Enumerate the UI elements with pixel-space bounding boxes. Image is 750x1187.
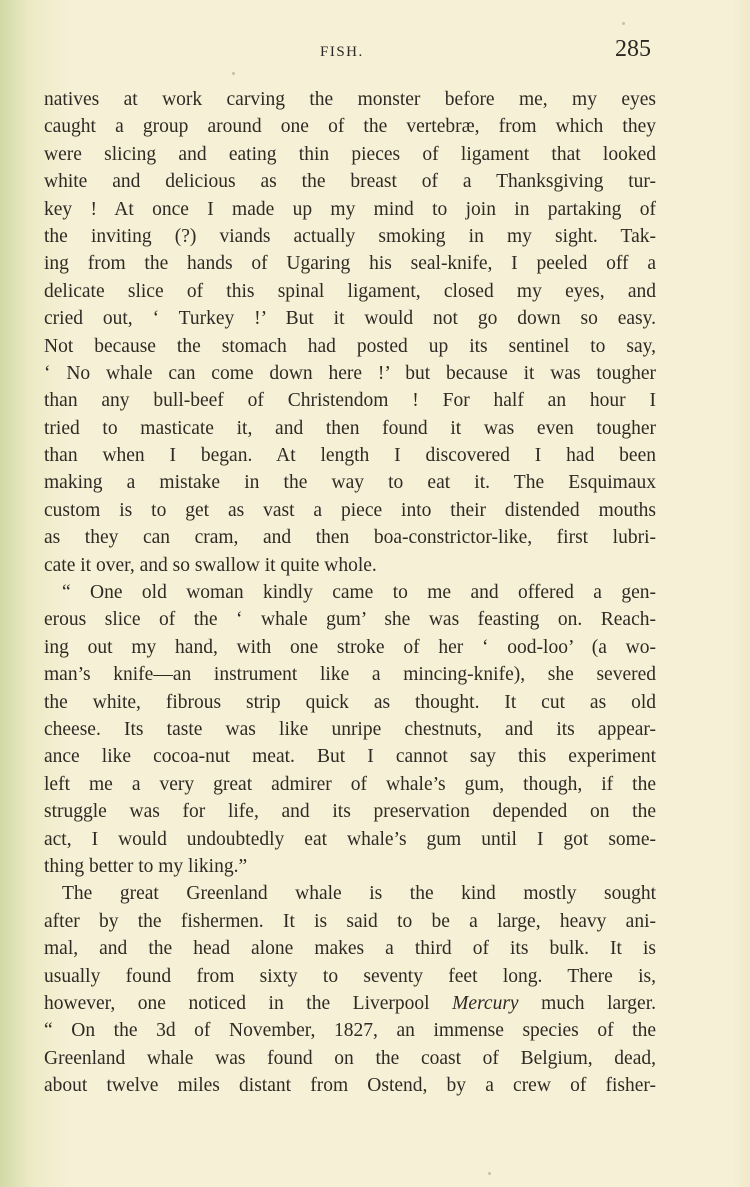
text-line: ‘ No whale can come down here !’ but because it was tougher	[44, 362, 656, 384]
text-line: cheese. Its taste was like unripe chestnuts, and its appear-	[44, 718, 656, 740]
paper-speck	[488, 1172, 491, 1175]
text-line: white and delicious as the breast of a Thanksgiving tur-	[44, 171, 656, 193]
text-segment: however, one noticed in the Liverpool	[44, 992, 453, 1014]
text-line: mal, and the head alone makes a third of its bulk. It is	[44, 938, 656, 960]
text-line: caught a group around one of the vertebræ, from which they	[44, 116, 656, 138]
text-line: erous slice of the ‘ whale gum’ she was feasting on. Reach-	[44, 609, 656, 631]
text-line: “ One old woman kindly came to me and offered a gen-	[62, 582, 656, 604]
body-text	[44, 86, 656, 1099]
text-line: natives at work carving the monster before me, my eyes	[44, 89, 656, 110]
text-line: struggle was for life, and its preservation depended on the	[44, 801, 656, 823]
text-line: left me a very great admirer of whale’s gum, though, if the	[44, 773, 656, 795]
text-line: man’s knife—an instrument like a mincing-knife), she severed	[44, 664, 656, 686]
running-head: FISH.	[320, 44, 364, 60]
text-line: about twelve miles distant from Ostend, by a crew of fisher-	[44, 1075, 656, 1097]
text-line: delicate slice of this spinal ligament, closed my eyes, and	[44, 280, 656, 302]
text-line: “ On the 3d of November, 1827, an immense species of the	[44, 1020, 656, 1042]
text-line: custom is to get as vast a piece into their distended mouths	[44, 499, 656, 521]
text-line: key ! At once I made up my mind to join in partaking of	[44, 198, 656, 220]
text-line: making a mistake in the way to eat it. The Esquimaux	[44, 472, 656, 494]
text-line: the white, fibrous strip quick as thought. It cut as old	[44, 691, 656, 713]
text-line: tried to masticate it, and then found it was even tougher	[44, 417, 656, 439]
text-line: The great Greenland whale is the kind mostly sought	[62, 883, 656, 905]
text-line: thing better to my liking.”	[44, 855, 248, 877]
text-line: cate it over, and so swallow it quite whole.	[44, 554, 377, 576]
text-line: than when I began. At length I discovered I had been	[44, 445, 656, 467]
text-line: usually found from sixty to seventy feet long. There is,	[44, 965, 656, 987]
text-segment: much larger.	[518, 992, 656, 1014]
paper-speck	[622, 22, 625, 25]
text-line: act, I would undoubtedly eat whale’s gum until I got some-	[44, 828, 656, 850]
page-header	[0, 36, 750, 66]
text-line: than any bull-beef of Christendom ! For half an hour I	[44, 390, 656, 412]
text-line: ing from the hands of Ugaring his seal-knife, I peeled off a	[44, 253, 656, 275]
paper-speck	[232, 72, 235, 75]
text-line: the inviting (?) viands actually smoking in my sight. Tak-	[44, 225, 656, 247]
text-line: ance like cocoa-nut meat. But I cannot say this experiment	[44, 746, 656, 768]
text-line: Greenland whale was found on the coast of Belgium, dead,	[44, 1047, 656, 1069]
text-line	[44, 990, 656, 1017]
text-line: Not because the stomach had posted up its sentinel to say,	[44, 335, 656, 357]
text-line: were slicing and eating thin pieces of ligament that looked	[44, 143, 656, 165]
text-line: after by the fishermen. It is said to be a large, heavy ani-	[44, 910, 656, 932]
text-line: cried out, ‘ Turkey !’ But it would not go down so easy.	[44, 308, 656, 330]
text-line: ing out my hand, with one stroke of her ‘ ood-loo’ (a wo-	[44, 636, 656, 658]
newspaper-title: Mercury	[452, 992, 519, 1014]
page-number: 285	[615, 36, 651, 62]
text-line: as they can cram, and then boa-constrictor-like, first lubri-	[44, 527, 656, 549]
